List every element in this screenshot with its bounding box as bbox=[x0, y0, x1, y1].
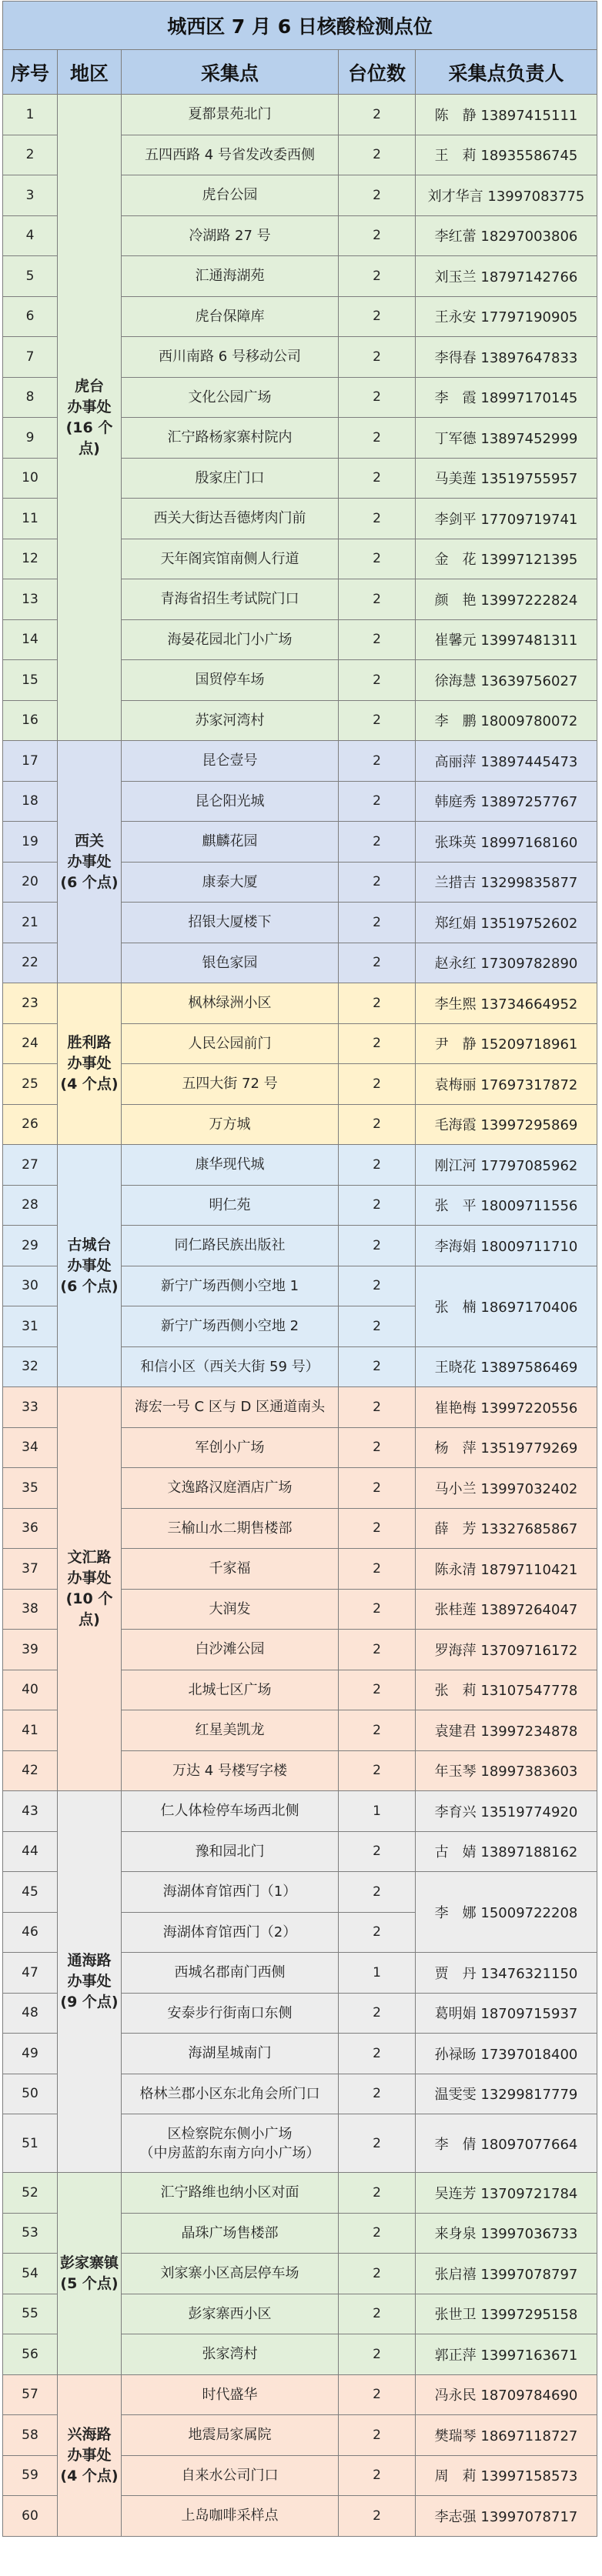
site-cell: 青海省招生考试院门口 bbox=[122, 579, 339, 620]
desks-cell: 2 bbox=[339, 2114, 416, 2173]
desks-cell: 2 bbox=[339, 1387, 416, 1428]
contact-cell: 韩庭秀 13897257767 bbox=[416, 781, 597, 822]
region-label-line: 办事处 bbox=[67, 398, 112, 415]
site-cell: 彭家寨西小区 bbox=[122, 2294, 339, 2334]
desks-cell: 2 bbox=[339, 1185, 416, 1226]
region-cell bbox=[58, 1791, 122, 2173]
desks-cell: 2 bbox=[339, 2294, 416, 2334]
desks-cell: 2 bbox=[339, 458, 416, 499]
contact-cell: 张 莉 13107547778 bbox=[416, 1670, 597, 1710]
desks-cell: 2 bbox=[339, 1306, 416, 1347]
site-cell: 红星美凯龙 bbox=[122, 1710, 339, 1751]
contact-cell: 赵永红 17309782890 bbox=[416, 943, 597, 983]
contact-cell: 马小兰 13997032402 bbox=[416, 1468, 597, 1509]
seq-cell: 18 bbox=[3, 781, 58, 822]
site-cell: 昆仑壹号 bbox=[122, 741, 339, 782]
region-label-line: 古城台 bbox=[67, 1236, 112, 1253]
seq-cell: 25 bbox=[3, 1064, 58, 1105]
desks-cell: 1 bbox=[339, 1791, 416, 1832]
region-label-line: 文汇路 bbox=[67, 1549, 112, 1566]
table-row bbox=[3, 1387, 597, 1428]
desks-cell: 2 bbox=[339, 1226, 416, 1266]
seq-cell: 2 bbox=[3, 135, 58, 175]
contact-cell: 李剑平 17709719741 bbox=[416, 499, 597, 539]
desks-cell: 2 bbox=[339, 1064, 416, 1105]
contact-cell: 金 花 13997121395 bbox=[416, 539, 597, 579]
seq-cell: 26 bbox=[3, 1104, 58, 1145]
site-cell: 刘家寨小区高层停车场 bbox=[122, 2254, 339, 2294]
region-cell bbox=[58, 983, 122, 1145]
seq-cell: 44 bbox=[3, 1831, 58, 1872]
region-label-line: (5 个点) bbox=[60, 2274, 119, 2292]
seq-cell: 24 bbox=[3, 1023, 58, 1064]
seq-cell: 22 bbox=[3, 943, 58, 983]
site-cell: 西关大街达吾德烤肉门前 bbox=[122, 499, 339, 539]
contact-cell: 崔馨元 13997481311 bbox=[416, 619, 597, 660]
contact-cell: 陈永清 18797110421 bbox=[416, 1549, 597, 1590]
site-cell: 万达 4 号楼写字楼 bbox=[122, 1750, 339, 1791]
contact-cell: 李 鹏 18009780072 bbox=[416, 700, 597, 741]
site-cell: 海湖体育馆西门（2） bbox=[122, 1912, 339, 1953]
desks-cell: 2 bbox=[339, 2496, 416, 2537]
seq-cell: 37 bbox=[3, 1549, 58, 1590]
site-cell: 晶珠广场售楼部 bbox=[122, 2213, 339, 2254]
site-cell: 豫和园北门 bbox=[122, 1831, 339, 1872]
seq-cell: 46 bbox=[3, 1912, 58, 1953]
seq-cell: 56 bbox=[3, 2334, 58, 2375]
contact-cell: 王永安 17797190905 bbox=[416, 296, 597, 337]
site-cell: 汇宁路杨家寨村院内 bbox=[122, 418, 339, 459]
seq-cell: 32 bbox=[3, 1346, 58, 1387]
testing-sites-table bbox=[2, 1, 597, 2537]
seq-cell: 55 bbox=[3, 2294, 58, 2334]
table-row bbox=[3, 983, 597, 1024]
site-cell: 三榆山水二期售楼部 bbox=[122, 1508, 339, 1549]
desks-cell: 2 bbox=[339, 1468, 416, 1509]
desks-cell: 2 bbox=[339, 1549, 416, 1590]
site-cell: 招银大厦楼下 bbox=[122, 903, 339, 943]
desks-cell: 2 bbox=[339, 337, 416, 378]
seq-cell: 41 bbox=[3, 1710, 58, 1751]
seq-cell: 52 bbox=[3, 2173, 58, 2214]
contact-cell: 高丽萍 13897445473 bbox=[416, 741, 597, 782]
site-cell: 千家福 bbox=[122, 1549, 339, 1590]
header-seq: 序号 bbox=[3, 50, 58, 95]
seq-cell: 48 bbox=[3, 1993, 58, 2034]
seq-cell: 11 bbox=[3, 499, 58, 539]
contact-cell: 丁军德 13897452999 bbox=[416, 418, 597, 459]
region-cell bbox=[58, 2173, 122, 2375]
seq-cell: 3 bbox=[3, 175, 58, 216]
seq-cell: 16 bbox=[3, 700, 58, 741]
contact-cell: 杨 萍 13519779269 bbox=[416, 1427, 597, 1468]
desks-cell: 2 bbox=[339, 256, 416, 297]
site-cell: 新宁广场西侧小空地 2 bbox=[122, 1306, 339, 1347]
region-label-line: 兴海路 bbox=[67, 2425, 112, 2443]
contact-cell: 崔艳梅 13997220556 bbox=[416, 1387, 597, 1428]
site-cell: 殷家庄门口 bbox=[122, 458, 339, 499]
desks-cell: 2 bbox=[339, 2074, 416, 2114]
seq-cell: 38 bbox=[3, 1589, 58, 1630]
contact-cell: 李 霞 18997170145 bbox=[416, 377, 597, 418]
desks-cell: 2 bbox=[339, 1346, 416, 1387]
desks-cell: 2 bbox=[339, 2374, 416, 2415]
region-label-line: 办事处 bbox=[67, 1055, 112, 1072]
contact-cell: 王 莉 18935586745 bbox=[416, 135, 597, 175]
desks-cell: 2 bbox=[339, 215, 416, 256]
seq-cell: 51 bbox=[3, 2114, 58, 2173]
desks-cell: 2 bbox=[339, 1508, 416, 1549]
desks-cell: 2 bbox=[339, 1872, 416, 1913]
seq-cell: 33 bbox=[3, 1387, 58, 1428]
header-desks: 台位数 bbox=[339, 50, 416, 95]
contact-cell: 刘玉兰 18797142766 bbox=[416, 256, 597, 297]
seq-cell: 5 bbox=[3, 256, 58, 297]
region-label-line: 通海路 bbox=[67, 1952, 112, 1969]
seq-cell: 10 bbox=[3, 458, 58, 499]
contact-cell: 樊瑞琴 18697118727 bbox=[416, 2415, 597, 2456]
seq-cell: 27 bbox=[3, 1145, 58, 1186]
site-cell: 国贸停车场 bbox=[122, 660, 339, 701]
table-row bbox=[3, 1145, 597, 1186]
site-cell: 区检察院东侧小广场 （中房蓝韵东南方向小广场） bbox=[122, 2114, 339, 2173]
site-cell: 枫林绿洲小区 bbox=[122, 983, 339, 1024]
desks-cell: 2 bbox=[339, 1266, 416, 1306]
site-cell: 冷湖路 27 号 bbox=[122, 215, 339, 256]
site-cell: 海晏花园北门小广场 bbox=[122, 619, 339, 660]
contact-cell: 来身泉 13997036733 bbox=[416, 2213, 597, 2254]
desks-cell: 2 bbox=[339, 943, 416, 983]
contact-cell: 冯永民 18709784690 bbox=[416, 2374, 597, 2415]
site-cell: 天年阁宾馆南侧人行道 bbox=[122, 539, 339, 579]
contact-cell: 葛明娟 18709715937 bbox=[416, 1993, 597, 2034]
site-cell: 自来水公司门口 bbox=[122, 2455, 339, 2496]
region-label-line: (6 个点) bbox=[60, 1277, 119, 1295]
table-body bbox=[3, 95, 597, 2537]
desks-cell: 2 bbox=[339, 1145, 416, 1186]
contact-cell: 李志强 13997078717 bbox=[416, 2496, 597, 2537]
seq-cell: 15 bbox=[3, 660, 58, 701]
seq-cell: 14 bbox=[3, 619, 58, 660]
site-cell: 汇通海湖苑 bbox=[122, 256, 339, 297]
site-cell: 大润发 bbox=[122, 1589, 339, 1630]
header-site: 采集点 bbox=[122, 50, 339, 95]
contact-cell: 周 莉 13997158573 bbox=[416, 2455, 597, 2496]
seq-cell: 31 bbox=[3, 1306, 58, 1347]
site-cell: 康华现代城 bbox=[122, 1145, 339, 1186]
site-cell: 和信小区（西关大街 59 号） bbox=[122, 1346, 339, 1387]
contact-cell: 李红蕾 18297003806 bbox=[416, 215, 597, 256]
contact-cell: 张启禧 13997078797 bbox=[416, 2254, 597, 2294]
site-cell: 时代盛华 bbox=[122, 2374, 339, 2415]
region-label-line: (16 个点) bbox=[65, 419, 113, 457]
contact-cell: 袁建君 13997234878 bbox=[416, 1710, 597, 1751]
seq-cell: 40 bbox=[3, 1670, 58, 1710]
desks-cell: 2 bbox=[339, 1710, 416, 1751]
site-cell: 文化公园广场 bbox=[122, 377, 339, 418]
seq-cell: 1 bbox=[3, 95, 58, 135]
desks-cell: 2 bbox=[339, 539, 416, 579]
desks-cell: 2 bbox=[339, 700, 416, 741]
seq-cell: 45 bbox=[3, 1872, 58, 1913]
seq-cell: 4 bbox=[3, 215, 58, 256]
contact-cell: 吴连芳 13709721784 bbox=[416, 2173, 597, 2214]
desks-cell: 2 bbox=[339, 2415, 416, 2456]
site-cell: 苏家河湾村 bbox=[122, 700, 339, 741]
contact-cell: 张桂莲 13897264047 bbox=[416, 1589, 597, 1630]
desks-cell: 2 bbox=[339, 983, 416, 1024]
contact-cell: 李生熙 13734664952 bbox=[416, 983, 597, 1024]
site-cell: 昆仑阳光城 bbox=[122, 781, 339, 822]
contact-cell: 孙禄旸 17397018400 bbox=[416, 2034, 597, 2074]
desks-cell: 2 bbox=[339, 2213, 416, 2254]
site-cell: 五四大街 72 号 bbox=[122, 1064, 339, 1105]
desks-cell: 2 bbox=[339, 296, 416, 337]
region-label-line: (9 个点) bbox=[60, 1994, 119, 2010]
table-title: 城西区 7 月 6 日核酸检测点位 bbox=[3, 2, 597, 50]
seq-cell: 36 bbox=[3, 1508, 58, 1549]
site-cell: 虎台公园 bbox=[122, 175, 339, 216]
contact-cell: 李 娜 15009722208 bbox=[416, 1872, 597, 1953]
contact-cell: 李 倩 18097077664 bbox=[416, 2114, 597, 2173]
seq-cell: 28 bbox=[3, 1185, 58, 1226]
seq-cell: 53 bbox=[3, 2213, 58, 2254]
seq-cell: 7 bbox=[3, 337, 58, 378]
contact-cell: 毛海霞 13997295869 bbox=[416, 1104, 597, 1145]
contact-cell: 郑红娟 13519752602 bbox=[416, 903, 597, 943]
site-cell: 人民公园前门 bbox=[122, 1023, 339, 1064]
seq-cell: 6 bbox=[3, 296, 58, 337]
seq-cell: 60 bbox=[3, 2496, 58, 2537]
seq-cell: 30 bbox=[3, 1266, 58, 1306]
desks-cell: 2 bbox=[339, 1630, 416, 1670]
contact-cell: 张珠英 18997168160 bbox=[416, 822, 597, 863]
site-cell: 地震局家属院 bbox=[122, 2415, 339, 2456]
seq-cell: 8 bbox=[3, 377, 58, 418]
desks-cell: 2 bbox=[339, 660, 416, 701]
seq-cell: 23 bbox=[3, 983, 58, 1024]
region-label-line: 彭家寨镇 bbox=[59, 2254, 119, 2271]
contact-cell: 袁梅丽 17697317872 bbox=[416, 1064, 597, 1105]
site-cell: 海湖体育馆西门（1） bbox=[122, 1872, 339, 1913]
contact-cell: 张世卫 13997295158 bbox=[416, 2294, 597, 2334]
desks-cell: 2 bbox=[339, 903, 416, 943]
contact-cell: 马美莲 13519755957 bbox=[416, 458, 597, 499]
table-row bbox=[3, 2374, 597, 2415]
seq-cell: 54 bbox=[3, 2254, 58, 2294]
seq-cell: 21 bbox=[3, 903, 58, 943]
desks-cell: 2 bbox=[339, 579, 416, 620]
seq-cell: 20 bbox=[3, 862, 58, 903]
seq-cell: 17 bbox=[3, 741, 58, 782]
site-cell: 五四西路 4 号省发改委西侧 bbox=[122, 135, 339, 175]
desks-cell: 2 bbox=[339, 1023, 416, 1064]
region-label-line: (4 个点) bbox=[60, 2467, 119, 2484]
desks-cell: 2 bbox=[339, 1993, 416, 2034]
contact-cell: 尹 静 15209718961 bbox=[416, 1023, 597, 1064]
site-cell: 银色家园 bbox=[122, 943, 339, 983]
desks-cell: 2 bbox=[339, 135, 416, 175]
region-cell bbox=[58, 741, 122, 983]
contact-cell: 罗海萍 13709716172 bbox=[416, 1630, 597, 1670]
desks-cell: 2 bbox=[339, 175, 416, 216]
desks-cell: 2 bbox=[339, 1589, 416, 1630]
site-cell: 明仁苑 bbox=[122, 1185, 339, 1226]
contact-cell: 薛 芳 13327685867 bbox=[416, 1508, 597, 1549]
desks-cell: 2 bbox=[339, 1104, 416, 1145]
seq-cell: 12 bbox=[3, 539, 58, 579]
contact-cell: 陈 静 13897415111 bbox=[416, 95, 597, 135]
site-cell: 麒麟花园 bbox=[122, 822, 339, 863]
desks-cell: 2 bbox=[339, 1912, 416, 1953]
desks-cell: 2 bbox=[339, 1427, 416, 1468]
seq-cell: 57 bbox=[3, 2374, 58, 2415]
seq-cell: 42 bbox=[3, 1750, 58, 1791]
site-cell: 海宏一号 C 区与 D 区通道南头 bbox=[122, 1387, 339, 1428]
seq-cell: 58 bbox=[3, 2415, 58, 2456]
contact-cell: 颜 艳 13997222824 bbox=[416, 579, 597, 620]
seq-cell: 19 bbox=[3, 822, 58, 863]
site-cell: 夏都景苑北门 bbox=[122, 95, 339, 135]
header-contact: 采集点负责人 bbox=[416, 50, 597, 95]
region-label-line: (6 个点) bbox=[60, 873, 119, 891]
contact-cell: 温雯雯 13299817779 bbox=[416, 2074, 597, 2114]
contact-cell: 徐海慧 13639756027 bbox=[416, 660, 597, 701]
desks-cell: 2 bbox=[339, 2254, 416, 2294]
site-cell: 汇宁路维也纳小区对面 bbox=[122, 2173, 339, 2214]
region-label-line: (4 个点) bbox=[60, 1076, 119, 1093]
desks-cell: 2 bbox=[339, 1831, 416, 1872]
site-cell: 仁人体检停车场西北侧 bbox=[122, 1791, 339, 1832]
desks-cell: 2 bbox=[339, 377, 416, 418]
site-cell: 同仁路民族出版社 bbox=[122, 1226, 339, 1266]
site-cell: 北城七区广场 bbox=[122, 1670, 339, 1710]
seq-cell: 35 bbox=[3, 1468, 58, 1509]
contact-cell: 年玉琴 18997383603 bbox=[416, 1750, 597, 1791]
site-cell: 安泰步行街南口东侧 bbox=[122, 1993, 339, 2034]
region-label-line: (10 个点) bbox=[65, 1590, 113, 1628]
seq-cell: 9 bbox=[3, 418, 58, 459]
contact-cell: 兰措吉 13299835877 bbox=[416, 862, 597, 903]
site-cell: 文逸路汉庭酒店广场 bbox=[122, 1468, 339, 1509]
region-label-line: 胜利路 bbox=[67, 1034, 112, 1051]
desks-cell: 2 bbox=[339, 418, 416, 459]
seq-cell: 13 bbox=[3, 579, 58, 620]
contact-cell: 李育兴 13519774920 bbox=[416, 1791, 597, 1832]
region-label-line: 办事处 bbox=[67, 1570, 112, 1587]
table-row bbox=[3, 741, 597, 782]
region-label-line: 办事处 bbox=[67, 2446, 112, 2464]
region-label-line: 西关 bbox=[74, 832, 104, 849]
contact-cell: 张 平 18009711556 bbox=[416, 1185, 597, 1226]
region-cell bbox=[58, 95, 122, 741]
site-cell: 格林兰郡小区东北角会所门口 bbox=[122, 2074, 339, 2114]
header-region: 地区 bbox=[58, 50, 122, 95]
site-cell: 新宁广场西侧小空地 1 bbox=[122, 1266, 339, 1306]
contact-cell: 古 婧 13897188162 bbox=[416, 1831, 597, 1872]
region-cell bbox=[58, 1387, 122, 1791]
desks-cell: 2 bbox=[339, 2034, 416, 2074]
desks-cell: 2 bbox=[339, 1670, 416, 1710]
contact-cell: 郭正萍 13997163671 bbox=[416, 2334, 597, 2375]
desks-cell: 2 bbox=[339, 862, 416, 903]
region-cell bbox=[58, 1145, 122, 1387]
region-label-line: 办事处 bbox=[67, 853, 112, 870]
desks-cell: 2 bbox=[339, 95, 416, 135]
seq-cell: 34 bbox=[3, 1427, 58, 1468]
desks-cell: 2 bbox=[339, 822, 416, 863]
desks-cell: 1 bbox=[339, 1953, 416, 1994]
site-cell: 白沙滩公园 bbox=[122, 1630, 339, 1670]
desks-cell: 2 bbox=[339, 2455, 416, 2496]
contact-cell: 张 楠 18697170406 bbox=[416, 1266, 597, 1346]
desks-cell: 2 bbox=[339, 1750, 416, 1791]
table-row bbox=[3, 95, 597, 135]
desks-cell: 2 bbox=[339, 781, 416, 822]
site-cell: 军创小广场 bbox=[122, 1427, 339, 1468]
seq-cell: 59 bbox=[3, 2455, 58, 2496]
contact-cell: 刚江河 17797085962 bbox=[416, 1145, 597, 1186]
contact-cell: 王晓花 13897586469 bbox=[416, 1346, 597, 1387]
site-cell: 虎台保障库 bbox=[122, 296, 339, 337]
contact-cell: 刘才华言 13997083775 bbox=[416, 175, 597, 216]
seq-cell: 47 bbox=[3, 1953, 58, 1994]
seq-cell: 50 bbox=[3, 2074, 58, 2114]
seq-cell: 43 bbox=[3, 1791, 58, 1832]
site-cell: 上岛咖啡采样点 bbox=[122, 2496, 339, 2537]
site-cell: 西川南路 6 号移动公司 bbox=[122, 337, 339, 378]
contact-cell: 李海娟 18009711710 bbox=[416, 1226, 597, 1266]
desks-cell: 2 bbox=[339, 741, 416, 782]
contact-cell: 贾 丹 13476321150 bbox=[416, 1953, 597, 1994]
table-row bbox=[3, 2173, 597, 2214]
region-label-line: 办事处 bbox=[67, 1256, 112, 1274]
site-cell: 康泰大厦 bbox=[122, 862, 339, 903]
site-cell: 海湖星城南门 bbox=[122, 2034, 339, 2074]
region-label-line: 办事处 bbox=[67, 1973, 112, 1990]
site-cell: 西城名郡南门西侧 bbox=[122, 1953, 339, 1994]
table-row bbox=[3, 1791, 597, 1832]
seq-cell: 29 bbox=[3, 1226, 58, 1266]
site-cell: 张家湾村 bbox=[122, 2334, 339, 2375]
seq-cell: 39 bbox=[3, 1630, 58, 1670]
contact-cell: 李得春 13897647833 bbox=[416, 337, 597, 378]
region-cell bbox=[58, 2374, 122, 2536]
desks-cell: 2 bbox=[339, 499, 416, 539]
desks-cell: 2 bbox=[339, 2334, 416, 2375]
site-cell: 万方城 bbox=[122, 1104, 339, 1145]
desks-cell: 2 bbox=[339, 2173, 416, 2214]
seq-cell: 49 bbox=[3, 2034, 58, 2074]
desks-cell: 2 bbox=[339, 619, 416, 660]
region-label-line: 虎台 bbox=[74, 377, 104, 395]
